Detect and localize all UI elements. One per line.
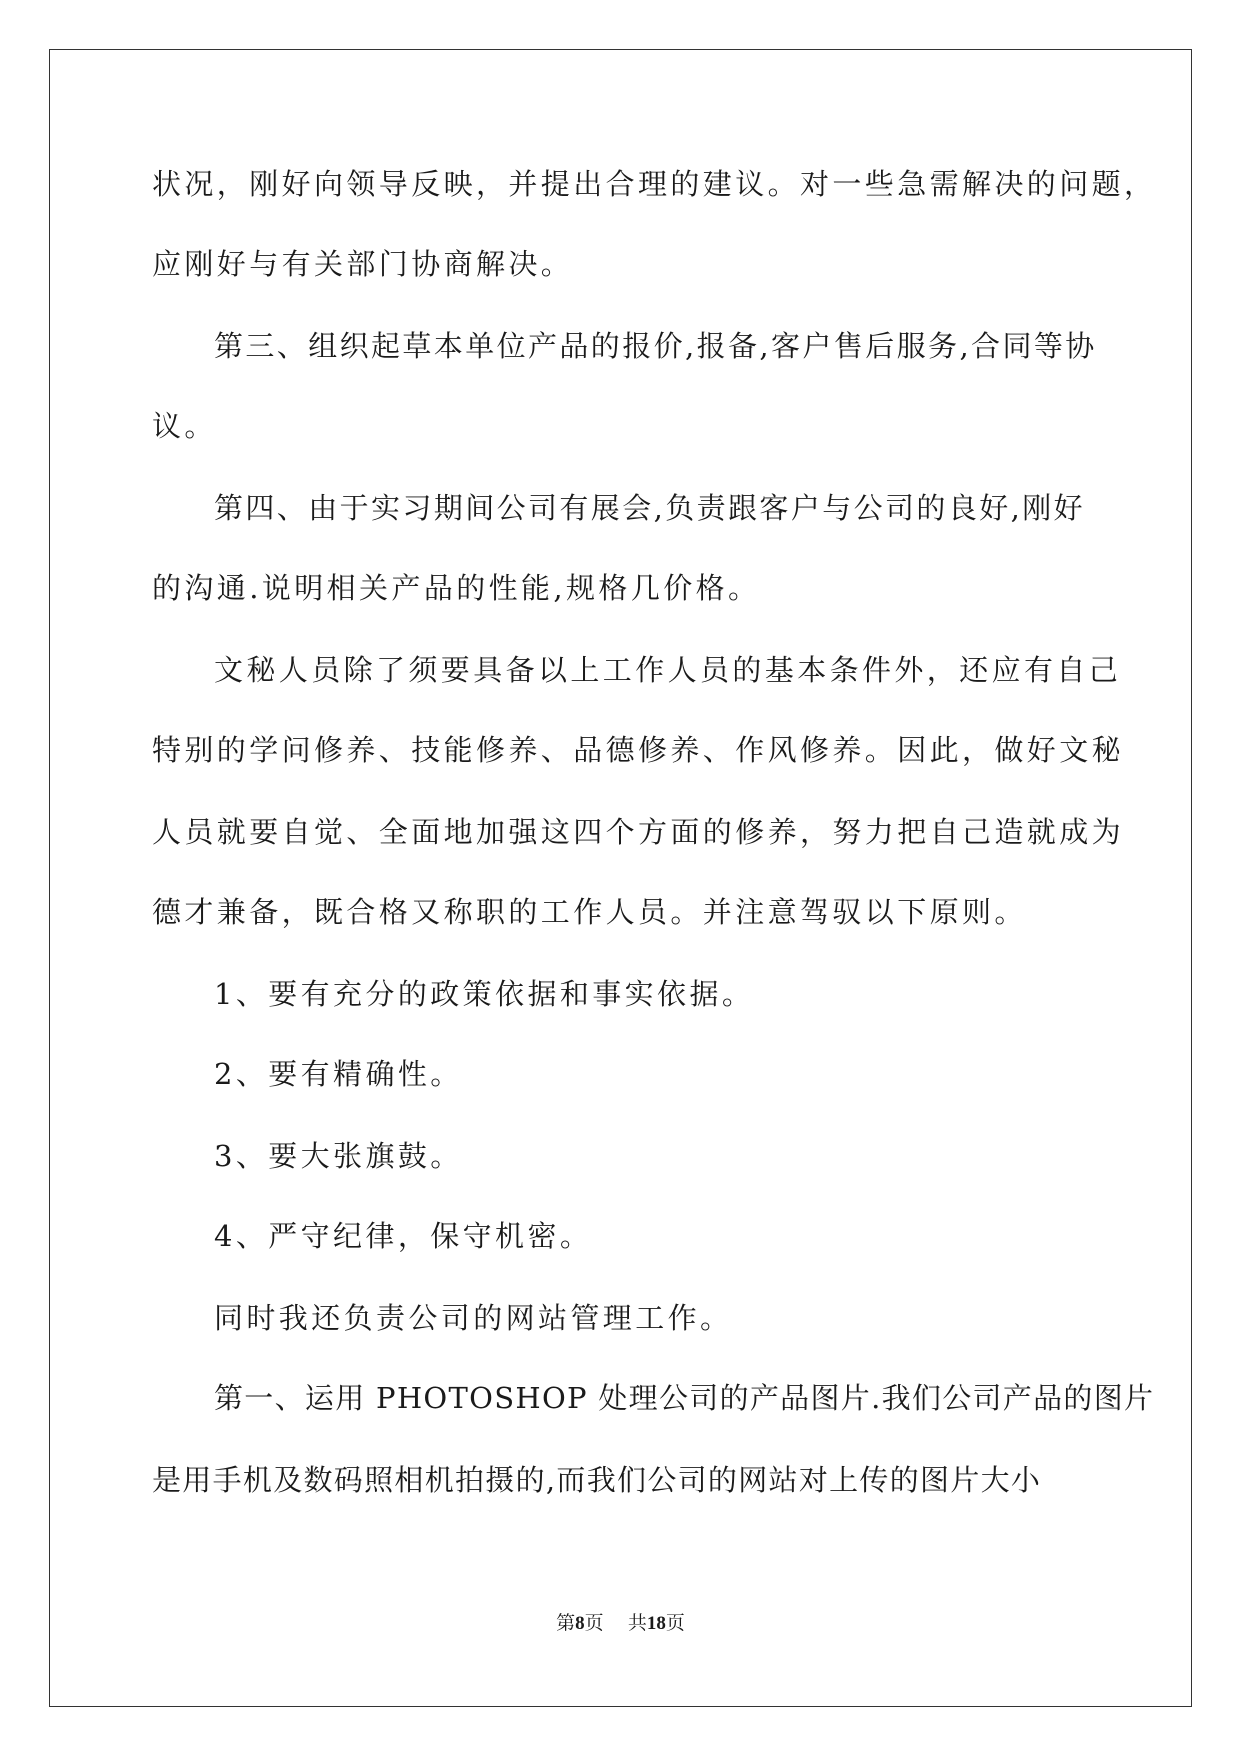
text-line: 状况，刚好向领导反映，并提出合理的建议。对一些急需解决的问题， (152, 167, 1157, 201)
list-item: 4、严守纪律，保守机密。 (214, 1219, 593, 1253)
text-line: 的沟通.说明相关产品的性能,规格几价格。 (152, 571, 761, 605)
text-line: 应刚好与有关部门协商解决。 (152, 247, 574, 281)
list-item: 2、要有精确性。 (214, 1057, 463, 1091)
page-label-prefix: 第 (556, 1612, 576, 1634)
text-line: 文秘人员除了须要具备以上工作人员的基本条件外，还应有自己 (214, 653, 1122, 687)
total-suffix: 页 (665, 1612, 685, 1634)
total-pages: 18 (646, 1613, 666, 1634)
text-line: 第三、组织起草本单位产品的报价,报备,客户售后服务,合同等协 (214, 329, 1097, 363)
page-number: 8 (575, 1613, 585, 1634)
text-line: 议。 (152, 409, 217, 443)
list-item: 3、要大张旗鼓。 (214, 1139, 463, 1173)
text-line: 第一、运用 PHOTOSHOP 处理公司的产品图片.我们公司产品的图片 (214, 1381, 1155, 1415)
text-line: 是用手机及数码照相机拍摄的,而我们公司的网站对上传的图片大小 (152, 1463, 1042, 1497)
page-label-suffix: 页 (584, 1612, 604, 1634)
page-border (49, 49, 1192, 1707)
text-line: 第四、由于实习期间公司有展会,负责跟客户与公司的良好,刚好 (214, 491, 1086, 525)
page-footer (0, 1611, 1241, 1636)
list-item: 1、要有充分的政策依据和事实依据。 (214, 977, 755, 1011)
text-line: 德才兼备，既合格又称职的工作人员。并注意驾驭以下原则。 (152, 895, 1027, 929)
total-prefix: 共 (627, 1612, 647, 1634)
text-line: 人员就要自觉、全面地加强这四个方面的修养，努力把自己造就成为 (152, 815, 1125, 849)
text-line: 同时我还负责公司的网站管理工作。 (214, 1301, 733, 1335)
text-line: 特别的学问修养、技能修养、品德修养、作风修养。因此，做好文秘 (152, 733, 1125, 767)
